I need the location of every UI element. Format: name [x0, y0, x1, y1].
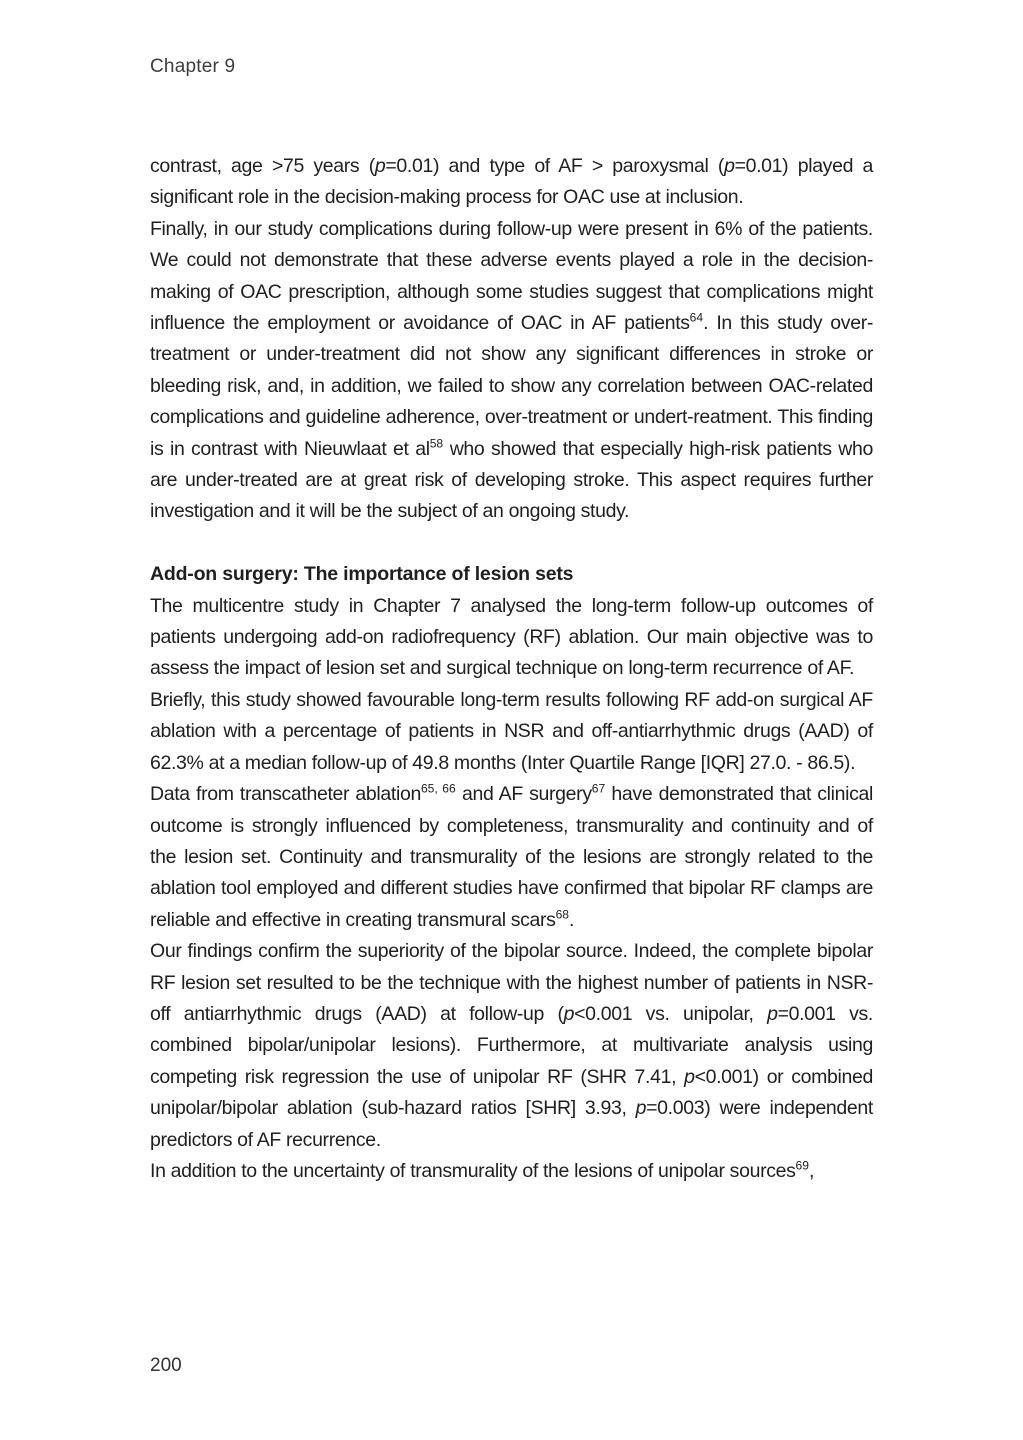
text-segment: p [684, 1065, 695, 1088]
section-heading: Add-on surgery: The importance of lesion sets [150, 563, 574, 586]
paragraph-briefly-results [150, 685, 873, 779]
text-segment: contrast, age >75 years ( [150, 155, 375, 177]
citation-superscript: 68 [555, 907, 570, 922]
citation-superscript: 64 [689, 310, 704, 325]
paragraph-unipolar-uncertainty [150, 1156, 873, 1187]
text-segment: <0.001) or combined unipolar/bipolar ablation (sub-hazard ratios [SHR] 3.93, [150, 1065, 873, 1120]
text-segment: The multicentre study in Chapter 7 analysed the long-term follow-up outcomes of patients undergoing add-on radiofrequency (RF) ablation. Our main objective was to assess the impact of lesion set and surgical technique on long-term recurrence of AF. [150, 594, 873, 680]
page-number: 200 [150, 1355, 182, 1376]
text-segment: p [374, 155, 386, 177]
page-content [150, 151, 873, 1187]
text-segment: p [724, 155, 735, 177]
paragraph-complications [150, 214, 873, 528]
citation-superscript: 67 [591, 781, 606, 796]
text-segment: and AF surgery [455, 783, 592, 806]
paragraph-oac-inclusion [150, 151, 873, 214]
paragraph-transcatheter-data [150, 779, 873, 936]
text-segment: who showed that especially high-risk patients who are under-treated are at great risk of developing stroke. This aspect requires further investigation and it will be the subject of an ongoing study. [150, 437, 874, 523]
text-segment: p [635, 1097, 647, 1120]
paragraph-bipolar-findings [150, 936, 873, 1156]
text-segment: =0.001 vs. combined bipolar/unipolar lesions). Furthermore, at multivariate analysis using competing risk regression the use of unipolar RF (SHR 7.41, [150, 1002, 874, 1088]
text-segment: Data from transcatheter ablation [150, 783, 421, 806]
citation-superscript: 65, 66 [420, 781, 456, 796]
citation-superscript: 58 [429, 436, 444, 451]
text-segment: In addition to the uncertainty of transmurality of the lesions of unipolar sources [150, 1159, 796, 1182]
text-segment: Finally, in our study complications during follow-up were present in 6% of the patients. We could not demonstrate that these adverse events played a role in the decision-making of OAC prescription, although some studies suggest that complications might influence the employment or avoidance of OAC in AF patients [150, 217, 873, 335]
text-segment: , [808, 1159, 815, 1182]
text-segment: =0.01) played a significant role in the decision-making process for OAC use at inclusion. [150, 155, 873, 209]
text-segment: <0.001 vs. unipolar, [574, 1002, 768, 1025]
text-segment: =0.003) were independent predictors of AF recurrence. [150, 1097, 873, 1151]
text-segment: Our findings confirm the superiority of the bipolar source. Indeed, the complete bipolar RF lesion set resulted to be the technique with the highest number of patients in NSR-off antiarrhythmic drugs (AAD) at follow-up ( [150, 940, 873, 1025]
text-segment: =0.01) and type of AF > paroxysmal ( [385, 155, 725, 177]
text-segment: Briefly, this study showed favourable long-term results following RF add-on surgical AF ablation with a percentage of patients in NSR and off-antiarrhythmic drugs (AAD) of 62.3% at a median follow-up of 49.8 months (Inter Quartile Range [IQR] 27.0. - 86.5). [150, 688, 873, 774]
paragraph-multicentre-study [150, 591, 873, 685]
text-segment: p [767, 1002, 778, 1025]
chapter-header: Chapter 9 [150, 56, 236, 77]
citation-superscript: 69 [795, 1158, 809, 1173]
text-segment: . [569, 908, 575, 931]
text-segment: p [563, 1002, 575, 1025]
text-segment: . In this study over-treatment or under-treatment did not show any significant differences in stroke or bleeding risk, and, in addition, we failed to show any correlation between OAC-related complications and guideline adherence, over-treatment or undert-reatment. This finding is in contrast with Nieuwlaat et al [150, 312, 873, 460]
text-segment: have demonstrated that clinical outcome is strongly influenced by completeness, transmurality and continuity and of the lesion set. Continuity and transmurality of the lesions are strongly related to the ablation tool employed and different studies have confirmed that bipolar RF clamps are reliable and effective in creating transmural scars [150, 783, 873, 931]
